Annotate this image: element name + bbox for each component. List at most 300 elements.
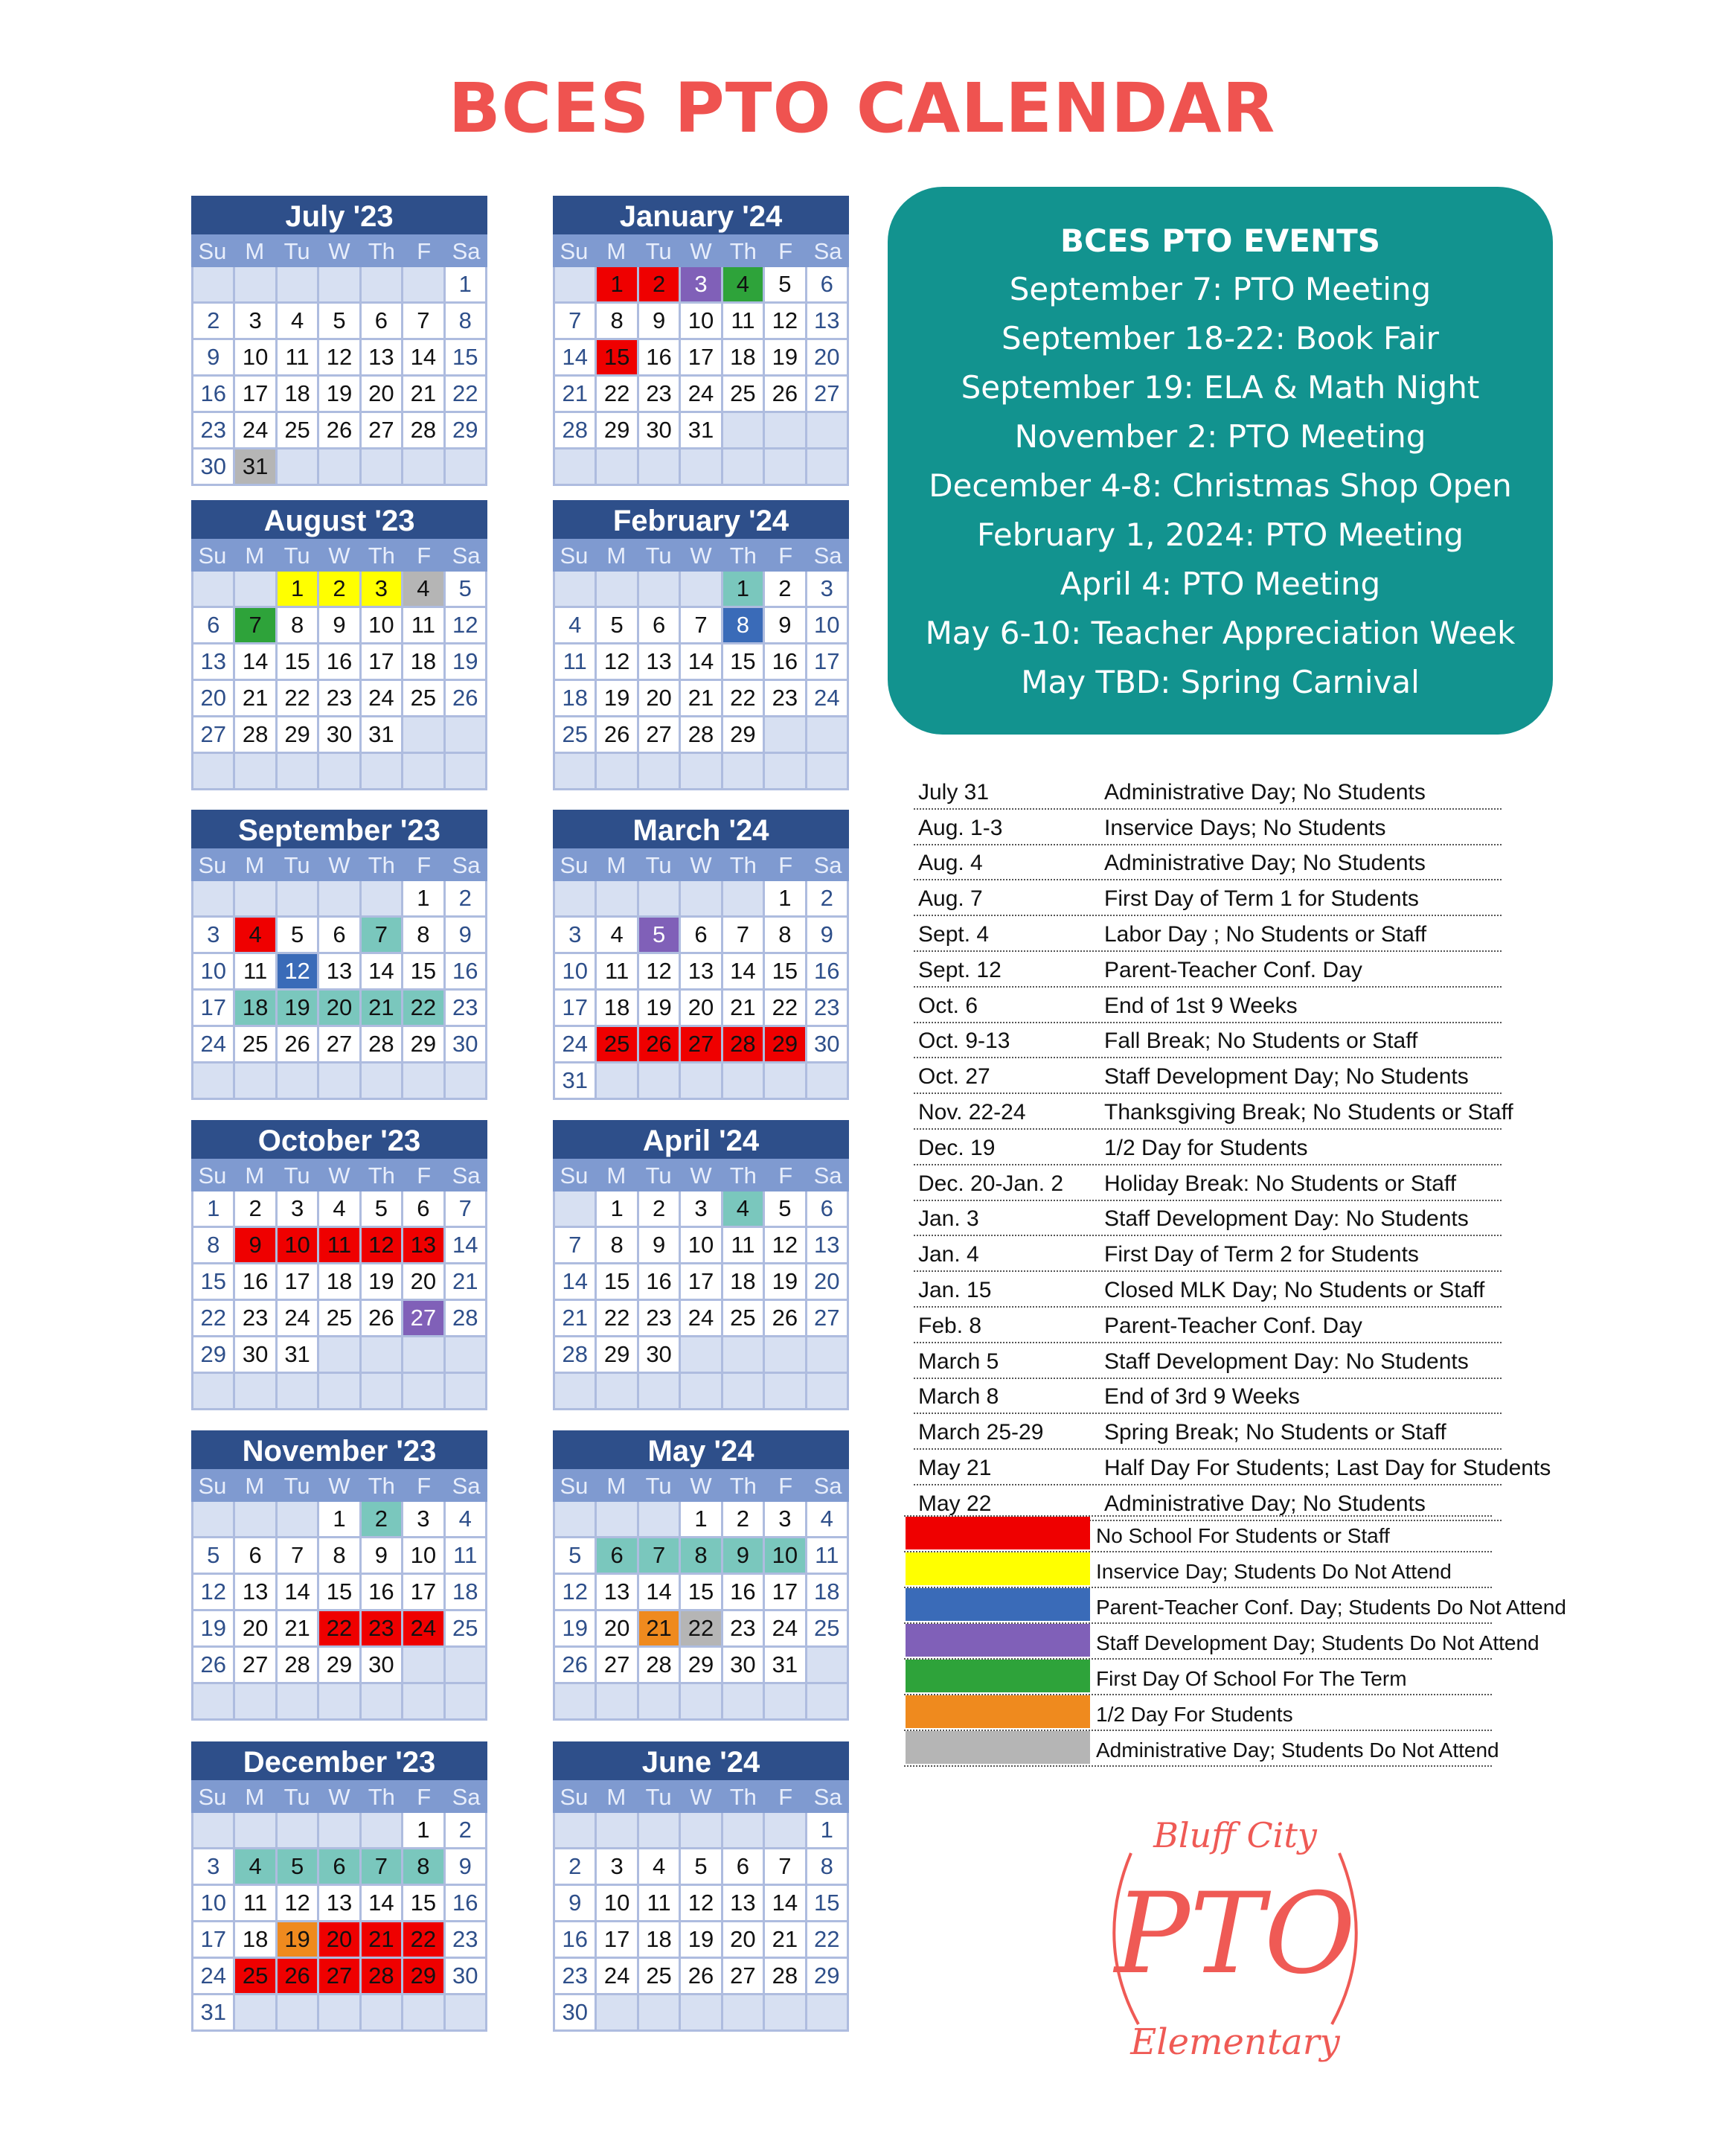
day-cell: 2: [639, 267, 679, 301]
empty-cell: [319, 1374, 359, 1408]
day-cell: 27: [193, 717, 233, 752]
day-cell: 27: [723, 1959, 763, 1993]
day-cell: 2: [723, 1502, 763, 1536]
key-date: Nov. 22-24: [918, 1099, 1026, 1125]
legend-row: [904, 1624, 1539, 1660]
empty-cell: [403, 1374, 443, 1408]
day-cell: 15: [597, 340, 636, 374]
empty-cell: [807, 1337, 847, 1372]
day-cell: 2: [193, 304, 233, 338]
day-cell: 4: [639, 1849, 679, 1884]
empty-cell: [555, 1813, 595, 1847]
empty-cell: [446, 1337, 485, 1372]
day-cell: 9: [446, 1849, 485, 1884]
empty-cell: [319, 1813, 359, 1847]
empty-cell: [639, 1684, 679, 1718]
key-date-row: [914, 880, 1502, 916]
day-cell: 6: [362, 304, 401, 338]
day-cell: 5: [681, 1849, 720, 1884]
day-cell: 14: [362, 1886, 401, 1920]
weekday-label: Th: [368, 1162, 395, 1189]
day-cell: 21: [555, 1301, 595, 1335]
day-cell: 8: [765, 918, 804, 952]
day-cell: 31: [555, 1063, 595, 1098]
day-cell: 6: [319, 918, 359, 952]
key-date-row: [914, 1094, 1513, 1130]
empty-cell: [555, 267, 595, 301]
empty-cell: [597, 1374, 636, 1408]
key-date: Dec. 19: [918, 1135, 996, 1160]
day-cell: 4: [319, 1191, 359, 1226]
day-cell: 26: [765, 377, 804, 411]
day-cell: 23: [807, 991, 847, 1025]
day-cell: 11: [807, 1538, 847, 1573]
day-cell: 2: [765, 572, 804, 606]
day-cell: 30: [319, 717, 359, 752]
empty-cell: [639, 1374, 679, 1408]
empty-cell: [362, 1337, 401, 1372]
empty-cell: [723, 1813, 763, 1847]
key-date-row: [914, 916, 1502, 952]
day-cell: 20: [597, 1611, 636, 1645]
day-cell: 24: [597, 1959, 636, 1993]
day-cell: 5: [765, 267, 804, 301]
weekday-label: W: [690, 543, 712, 569]
day-cell: 6: [403, 1191, 443, 1226]
weekday-label: Su: [198, 238, 227, 264]
empty-cell: [446, 754, 485, 788]
empty-cell: [446, 1648, 485, 1682]
empty-cell: [193, 1813, 233, 1847]
day-cell: 24: [193, 1027, 233, 1061]
key-date: March 5: [918, 1349, 999, 1374]
day-cell: 7: [446, 1191, 485, 1226]
day-cell: 18: [403, 644, 443, 679]
legend-swatch: [906, 1624, 1090, 1657]
day-cell: 16: [639, 1264, 679, 1299]
day-cell: 6: [639, 608, 679, 642]
day-cell: 18: [235, 991, 275, 1025]
day-cell: 2: [446, 881, 485, 915]
empty-cell: [639, 572, 679, 606]
weekday-label: F: [417, 238, 432, 264]
day-cell: 10: [193, 954, 233, 988]
day-cell: 25: [235, 1959, 275, 1993]
day-cell: 21: [681, 681, 720, 715]
empty-cell: [597, 572, 636, 606]
day-cell: 8: [278, 608, 317, 642]
day-cell: 3: [193, 918, 233, 952]
empty-cell: [403, 1337, 443, 1372]
day-cell: 23: [639, 1301, 679, 1335]
day-cell: 24: [681, 1301, 720, 1335]
day-cell: 30: [446, 1959, 485, 1993]
empty-cell: [235, 267, 275, 301]
day-cell: 1: [765, 881, 804, 915]
weekday-label: M: [606, 1162, 627, 1189]
weekday-label: M: [245, 1162, 265, 1189]
weekday-label: F: [417, 1162, 432, 1189]
weekday-header: [553, 234, 849, 267]
weekday-label: Tu: [283, 1162, 310, 1189]
empty-cell: [807, 1374, 847, 1408]
empty-cell: [597, 450, 636, 484]
weekday-label: M: [245, 1784, 265, 1810]
day-cell: 29: [446, 413, 485, 447]
key-date-description: First Day of Term 1 for Students: [1104, 886, 1419, 912]
empty-cell: [597, 1502, 636, 1536]
day-cell: 18: [807, 1575, 847, 1609]
key-date-description: Administrative Day; No Students: [1104, 1491, 1426, 1516]
weekday-label: M: [606, 1473, 627, 1499]
day-cell: 9: [235, 1228, 275, 1262]
day-cell: 17: [681, 340, 720, 374]
empty-cell: [597, 1063, 636, 1098]
day-cell: 24: [807, 681, 847, 715]
day-cell: 10: [193, 1886, 233, 1920]
weekday-label: Su: [560, 1473, 589, 1499]
legend-swatch: [906, 1517, 1090, 1549]
weekday-label: Th: [729, 543, 757, 569]
day-cell: 13: [403, 1228, 443, 1262]
events-heading: BCES PTO EVENTS: [1060, 223, 1381, 259]
weekday-label: Tu: [283, 1473, 310, 1499]
legend-row: [904, 1660, 1492, 1695]
weekday-label: W: [328, 238, 350, 264]
weekday-label: Su: [198, 1473, 227, 1499]
weekday-label: Su: [560, 852, 589, 878]
day-cell: 16: [193, 377, 233, 411]
day-cell: 21: [723, 991, 763, 1025]
day-cell: 15: [319, 1575, 359, 1609]
key-date: March 25-29: [918, 1420, 1044, 1445]
day-cell: 20: [319, 991, 359, 1025]
day-cell: 27: [319, 1027, 359, 1061]
day-cell: 18: [278, 377, 317, 411]
day-cell: 4: [446, 1502, 485, 1536]
day-cell: 9: [639, 1228, 679, 1262]
day-cell: 5: [319, 304, 359, 338]
key-date-description: Thanksgiving Break; No Students or Staff: [1104, 1099, 1513, 1125]
day-cell: 5: [597, 608, 636, 642]
empty-cell: [807, 717, 847, 752]
empty-cell: [639, 1995, 679, 2029]
weekday-label: Sa: [452, 1784, 481, 1810]
day-cell: 5: [278, 918, 317, 952]
day-cell: 29: [193, 1337, 233, 1372]
empty-cell: [362, 1995, 401, 2029]
day-cell: 28: [446, 1301, 485, 1335]
month-calendar: [191, 1430, 487, 1721]
day-cell: 6: [235, 1538, 275, 1573]
day-cell: 27: [319, 1959, 359, 1993]
day-cell: 1: [278, 572, 317, 606]
day-cell: 11: [723, 1228, 763, 1262]
day-cell: 13: [235, 1575, 275, 1609]
day-cell: 15: [807, 1886, 847, 1920]
empty-cell: [446, 450, 485, 484]
day-cell: 21: [446, 1264, 485, 1299]
day-cell: 17: [597, 1922, 636, 1957]
weekday-header: [191, 1469, 487, 1502]
empty-cell: [362, 754, 401, 788]
legend-row: [904, 1731, 1499, 1767]
day-grid: [553, 1813, 849, 2032]
day-cell: 7: [639, 1538, 679, 1573]
empty-cell: [555, 754, 595, 788]
legend-row: [904, 1517, 1492, 1552]
day-cell: 3: [597, 1849, 636, 1884]
day-cell: 24: [555, 1027, 595, 1061]
weekday-label: W: [690, 1473, 712, 1499]
weekday-header: [191, 1159, 487, 1191]
day-cell: 16: [319, 644, 359, 679]
day-cell: 8: [446, 304, 485, 338]
key-date: Sept. 4: [918, 921, 990, 947]
day-cell: 16: [362, 1575, 401, 1609]
day-cell: 18: [235, 1922, 275, 1957]
day-cell: 21: [765, 1922, 804, 1957]
month-calendar: [553, 810, 849, 1100]
day-cell: 10: [765, 1538, 804, 1573]
empty-cell: [403, 1995, 443, 2029]
logo-middle-text: PTO: [1115, 1869, 1356, 1999]
day-cell: 3: [278, 1191, 317, 1226]
day-cell: 18: [597, 991, 636, 1025]
day-cell: 11: [235, 954, 275, 988]
weekday-label: Tu: [283, 1784, 310, 1810]
event-item: May 6-10: Teacher Appreciation Week: [925, 615, 1516, 651]
key-date-row: [914, 952, 1502, 988]
weekday-label: Th: [729, 238, 757, 264]
weekday-header: [191, 848, 487, 881]
day-cell: 18: [319, 1264, 359, 1299]
day-cell: 26: [319, 413, 359, 447]
day-cell: 27: [597, 1648, 636, 1682]
day-cell: 7: [555, 1228, 595, 1262]
day-cell: 16: [807, 954, 847, 988]
day-cell: 31: [765, 1648, 804, 1682]
day-cell: 25: [807, 1611, 847, 1645]
empty-cell: [681, 450, 720, 484]
empty-cell: [193, 881, 233, 915]
day-cell: 31: [278, 1337, 317, 1372]
day-cell: 13: [807, 304, 847, 338]
day-cell: 22: [278, 681, 317, 715]
weekday-label: Th: [368, 543, 395, 569]
empty-cell: [362, 881, 401, 915]
empty-cell: [403, 754, 443, 788]
day-cell: 8: [319, 1538, 359, 1573]
empty-cell: [193, 1502, 233, 1536]
day-cell: 9: [639, 304, 679, 338]
day-cell: 30: [235, 1337, 275, 1372]
day-cell: 22: [446, 377, 485, 411]
day-cell: 14: [681, 644, 720, 679]
empty-cell: [193, 1063, 233, 1098]
day-cell: 12: [319, 340, 359, 374]
day-cell: 23: [723, 1611, 763, 1645]
empty-cell: [555, 1191, 595, 1226]
weekday-label: W: [328, 1473, 350, 1499]
day-grid: [553, 1502, 849, 1721]
key-date: Sept. 12: [918, 957, 1002, 982]
empty-cell: [681, 1337, 720, 1372]
key-date-description: Closed MLK Day; No Students or Staff: [1104, 1277, 1485, 1302]
day-cell: 1: [193, 1191, 233, 1226]
empty-cell: [319, 1995, 359, 2029]
empty-cell: [765, 754, 804, 788]
day-cell: 19: [597, 681, 636, 715]
key-date-description: End of 1st 9 Weeks: [1104, 993, 1298, 1018]
weekday-label: Tu: [645, 1162, 672, 1189]
day-cell: 28: [555, 413, 595, 447]
empty-cell: [319, 881, 359, 915]
day-cell: 9: [446, 918, 485, 952]
day-cell: 2: [807, 881, 847, 915]
day-cell: 7: [723, 918, 763, 952]
day-cell: 15: [403, 954, 443, 988]
day-cell: 27: [639, 717, 679, 752]
empty-cell: [681, 572, 720, 606]
key-date-row: [914, 1414, 1502, 1450]
day-cell: 10: [555, 954, 595, 988]
weekday-label: Th: [729, 852, 757, 878]
day-cell: 30: [639, 413, 679, 447]
month-calendar: [553, 500, 849, 790]
day-cell: 14: [403, 340, 443, 374]
legend-row: [904, 1695, 1492, 1731]
month-title: January '24: [553, 196, 849, 234]
day-cell: 22: [723, 681, 763, 715]
empty-cell: [403, 1063, 443, 1098]
color-legend: [904, 1515, 1566, 1767]
empty-cell: [807, 1648, 847, 1682]
event-item: May TBD: Spring Carnival: [1021, 664, 1420, 700]
weekday-label: Tu: [283, 852, 310, 878]
day-cell: 10: [681, 304, 720, 338]
day-cell: 24: [403, 1611, 443, 1645]
legend-label: No School For Students or Staff: [1096, 1524, 1390, 1547]
empty-cell: [403, 267, 443, 301]
empty-cell: [639, 1063, 679, 1098]
event-item: September 19: ELA & Math Night: [961, 369, 1480, 406]
key-date-description: Fall Break; No Students or Staff: [1104, 1029, 1418, 1054]
event-item: September 18-22: Book Fair: [1002, 320, 1439, 356]
weekday-label: Sa: [813, 1473, 842, 1499]
empty-cell: [319, 267, 359, 301]
day-grid: [553, 572, 849, 790]
empty-cell: [555, 572, 595, 606]
event-item: April 4: PTO Meeting: [1060, 566, 1381, 602]
day-cell: 14: [723, 954, 763, 988]
day-cell: 19: [446, 644, 485, 679]
empty-cell: [235, 1995, 275, 2029]
key-date-description: Administrative Day; No Students: [1104, 851, 1426, 876]
weekday-header: [191, 234, 487, 267]
empty-cell: [193, 267, 233, 301]
day-cell: 3: [362, 572, 401, 606]
key-date-description: Spring Break; No Students or Staff: [1104, 1420, 1446, 1445]
weekday-label: Sa: [452, 1473, 481, 1499]
weekday-label: Th: [729, 1162, 757, 1189]
day-cell: 3: [681, 1191, 720, 1226]
day-cell: 30: [446, 1027, 485, 1061]
day-cell: 7: [403, 304, 443, 338]
key-date-row: [914, 1379, 1502, 1415]
day-cell: 30: [193, 450, 233, 484]
day-cell: 25: [235, 1027, 275, 1061]
weekday-label: W: [690, 238, 712, 264]
day-cell: 16: [639, 340, 679, 374]
key-date: Jan. 15: [918, 1277, 992, 1302]
weekday-label: M: [245, 852, 265, 878]
weekday-label: M: [245, 543, 265, 569]
key-date-description: First Day of Term 2 for Students: [1104, 1242, 1419, 1267]
day-cell: 25: [723, 1301, 763, 1335]
empty-cell: [278, 1374, 317, 1408]
month-calendar: [191, 1120, 487, 1410]
day-cell: 8: [403, 918, 443, 952]
day-cell: 20: [193, 681, 233, 715]
day-cell: 14: [278, 1575, 317, 1609]
day-grid: [191, 1502, 487, 1721]
empty-cell: [765, 450, 804, 484]
day-cell: 19: [278, 991, 317, 1025]
day-cell: 12: [193, 1575, 233, 1609]
day-cell: 2: [319, 572, 359, 606]
day-cell: 21: [555, 377, 595, 411]
key-date-row: [914, 845, 1502, 881]
legend-swatch: [906, 1695, 1090, 1728]
key-date-row: [914, 1023, 1502, 1059]
day-cell: 6: [807, 1191, 847, 1226]
key-date: Dec. 20-Jan. 2: [918, 1171, 1064, 1196]
day-cell: 25: [555, 717, 595, 752]
empty-cell: [362, 1374, 401, 1408]
day-grid: [191, 267, 487, 486]
day-cell: 13: [639, 644, 679, 679]
day-cell: 7: [278, 1538, 317, 1573]
day-cell: 6: [597, 1538, 636, 1573]
day-cell: 21: [362, 1922, 401, 1957]
day-cell: 13: [319, 954, 359, 988]
empty-cell: [193, 1374, 233, 1408]
day-cell: 20: [723, 1922, 763, 1957]
empty-cell: [193, 572, 233, 606]
day-cell: 15: [765, 954, 804, 988]
legend-label: Administrative Day; Students Do Not Attend: [1096, 1738, 1499, 1762]
day-cell: 23: [235, 1301, 275, 1335]
month-calendar: [191, 196, 487, 486]
day-cell: 20: [639, 681, 679, 715]
day-cell: 7: [765, 1849, 804, 1884]
key-date-description: Holiday Break: No Students or Staff: [1104, 1171, 1457, 1196]
month-calendar: [191, 1741, 487, 2032]
empty-cell: [235, 572, 275, 606]
day-cell: 11: [278, 340, 317, 374]
day-cell: 6: [807, 267, 847, 301]
day-cell: 27: [403, 1301, 443, 1335]
weekday-label: Th: [729, 1784, 757, 1810]
day-cell: 19: [765, 1264, 804, 1299]
day-cell: 9: [193, 340, 233, 374]
weekday-label: Sa: [813, 852, 842, 878]
weekday-header: [553, 1780, 849, 1813]
key-date: Aug. 1-3: [918, 815, 1003, 840]
empty-cell: [639, 881, 679, 915]
day-cell: 9: [765, 608, 804, 642]
